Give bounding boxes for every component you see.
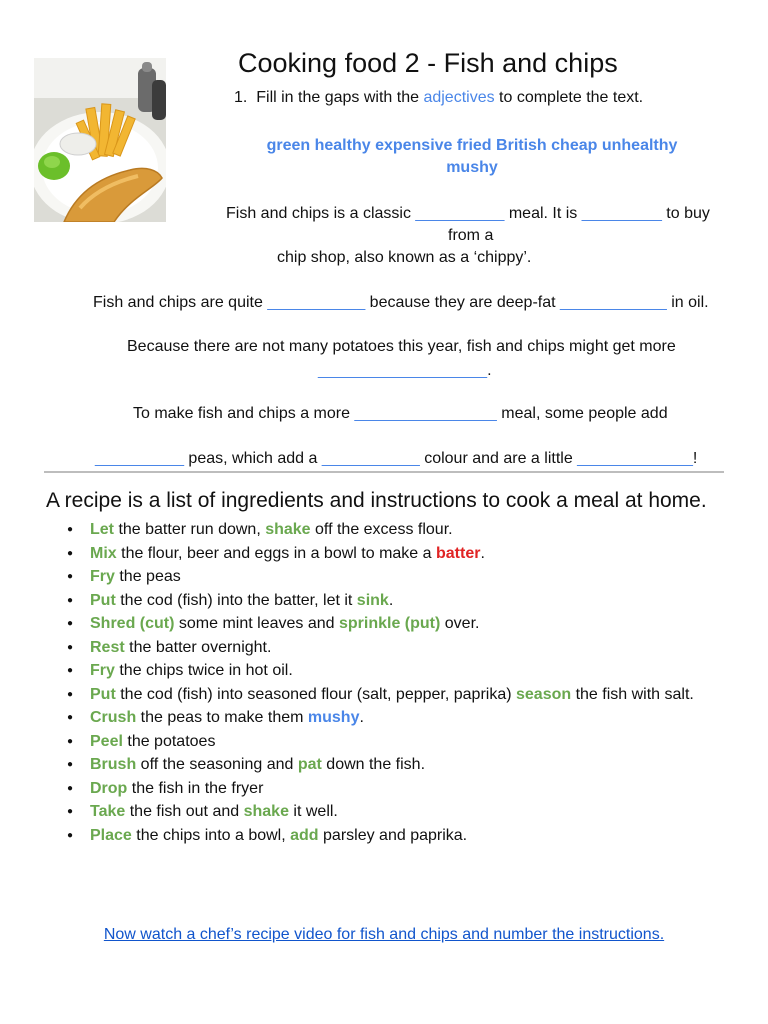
instruction-text-before: Fill in the gaps with the xyxy=(256,89,424,106)
recipe-verb: shake xyxy=(265,521,311,538)
recipe-step-text: the batter overnight. xyxy=(124,638,272,656)
recipe-step xyxy=(64,800,724,824)
gapfill-text: Fish and chips are quite xyxy=(93,294,268,311)
gapfill-line xyxy=(133,405,668,423)
recipe-step xyxy=(64,683,724,707)
recipe-step-text: the chips into a bowl, xyxy=(131,826,291,844)
recipe-step xyxy=(64,542,724,566)
recipe-step xyxy=(64,636,724,660)
gapfill-text: To make fish and chips a more xyxy=(133,405,355,422)
recipe-verb: Drop xyxy=(90,779,128,797)
gapfill-text: chip shop, also known as a ‘chippy’. xyxy=(277,249,532,266)
recipe-step-text: the cod (fish) into the batter, let it xyxy=(115,591,357,609)
recipe-step xyxy=(64,589,724,613)
recipe-verb: mushy xyxy=(307,709,360,726)
recipe-video-link[interactable]: Now watch a chef’s recipe video for fish and chips and number the instructions. xyxy=(103,926,665,943)
page-title: Cooking food 2 - Fish and chips xyxy=(238,48,618,78)
recipe-step-text: . xyxy=(359,709,364,726)
gap-blank[interactable]: ________________ xyxy=(354,405,497,422)
recipe-verb: Fry xyxy=(90,568,115,585)
recipe-step-text: off the seasoning and xyxy=(136,756,298,773)
recipe-step xyxy=(64,730,724,754)
recipe-verb: Peel xyxy=(90,732,123,750)
word-bank-item: unhealthy xyxy=(601,137,678,154)
recipe-verb: Rest xyxy=(90,638,125,656)
recipe-verb: Place xyxy=(90,826,132,844)
word-bank-item: green xyxy=(266,137,311,154)
recipe-step-text: down the fish. xyxy=(321,756,426,773)
recipe-verb: sink xyxy=(356,591,389,609)
gap-blank[interactable]: __________ xyxy=(415,205,505,222)
gapfill-text: colour and are a little xyxy=(419,450,578,467)
instruction-keyword: adjectives xyxy=(423,89,495,106)
recipe-verb: batter xyxy=(435,544,481,562)
recipe-step xyxy=(64,518,724,542)
gapfill-line xyxy=(226,205,710,223)
recipe-step-text: some mint leaves and xyxy=(174,615,339,632)
gap-blank[interactable]: _____________ xyxy=(577,450,693,467)
word-bank-item: cheap xyxy=(551,137,598,154)
recipe-verb: Let xyxy=(90,521,114,538)
gapfill-text: meal, some people add xyxy=(496,405,668,422)
recipe-step xyxy=(64,565,724,589)
recipe-step-text: parsley and paprika. xyxy=(318,826,468,844)
recipe-step-text: the peas xyxy=(114,568,181,585)
gapfill-text: meal. It is xyxy=(504,205,582,222)
gap-blank[interactable]: ___________ xyxy=(267,294,366,311)
gapfill-text: from a xyxy=(448,227,494,244)
recipe-step-text: the cod (fish) into seasoned flour (salt, pepper, paprika) xyxy=(115,685,516,703)
recipe-verb: sprinkle (put) xyxy=(338,615,441,632)
recipe-step-text: the flour, beer and eggs in a bowl to make a xyxy=(116,544,436,562)
section-divider xyxy=(44,471,724,473)
recipe-verb: season xyxy=(516,685,572,703)
recipe-step-text: the chips twice in hot oil. xyxy=(114,662,293,679)
gapfill-text: to buy xyxy=(661,205,710,222)
word-bank-item: British xyxy=(496,137,547,154)
recipe-verb: Shred (cut) xyxy=(90,615,175,632)
gapfill-line xyxy=(318,362,492,380)
recipe-verb: Take xyxy=(90,803,126,820)
recipe-step-text: the peas to make them xyxy=(136,709,308,726)
recipe-step-text: the fish in the fryer xyxy=(127,779,264,797)
gapfill-text: in oil. xyxy=(666,294,709,311)
recipe-step xyxy=(64,777,724,801)
recipe-verb: Fry xyxy=(90,662,115,679)
recipe-step-text: the fish with salt. xyxy=(571,685,694,703)
recipe-step-text: the fish out and xyxy=(125,803,244,820)
gapfill-text: ! xyxy=(692,450,698,467)
gap-blank[interactable]: _________ xyxy=(581,205,662,222)
recipe-step-text: it well. xyxy=(288,803,338,820)
recipe-verb: add xyxy=(290,826,319,844)
recipe-step xyxy=(64,659,724,683)
recipe-step-text: over. xyxy=(440,615,480,632)
recipe-step xyxy=(64,706,724,730)
recipe-step-text: the batter run down, xyxy=(114,521,266,538)
gapfill-text: . xyxy=(487,362,492,379)
recipe-verb: pat xyxy=(297,756,322,773)
word-bank xyxy=(232,135,712,179)
recipe-verb: Mix xyxy=(90,544,117,562)
instruction-number: 1. xyxy=(234,89,248,106)
recipe-step xyxy=(64,753,724,777)
gapfill-text: Fish and chips is a classic xyxy=(226,205,416,222)
recipe-verb: Brush xyxy=(90,756,137,773)
instruction-text-after: to complete the text. xyxy=(494,89,644,106)
word-bank-item: healthy xyxy=(314,137,371,154)
recipe-verb: Put xyxy=(90,685,116,703)
gapfill-line xyxy=(93,294,709,312)
gap-blank[interactable]: __________ xyxy=(95,450,184,467)
gap-blank[interactable]: ___________________ xyxy=(318,362,488,379)
word-bank-item: expensive xyxy=(375,137,453,154)
gap-blank[interactable]: ___________ xyxy=(321,450,420,467)
recipe-heading: A recipe is a list of ingredients and instructions to cook a meal at home. xyxy=(46,489,707,512)
recipe-step-text: the potatoes xyxy=(122,732,216,750)
recipe-step-text: . xyxy=(480,544,485,562)
instruction-1 xyxy=(234,89,643,107)
word-bank-item: fried xyxy=(456,137,492,154)
gap-blank[interactable]: ____________ xyxy=(560,294,667,311)
recipe-verb: Crush xyxy=(90,709,137,726)
recipe-step xyxy=(64,824,724,848)
fish-and-chips-photo xyxy=(34,58,166,222)
recipe-step-text: off the excess flour. xyxy=(310,521,453,538)
gapfill-text: Because there are not many potatoes this year, fish and chips might get more xyxy=(127,338,676,355)
recipe-step xyxy=(64,612,724,636)
recipe-verb: shake xyxy=(243,803,289,820)
recipe-verb: Put xyxy=(90,591,116,609)
recipe-step-text: . xyxy=(388,591,394,609)
gapfill-line xyxy=(95,450,697,468)
gapfill-text: peas, which add a xyxy=(183,450,322,467)
recipe-steps-list xyxy=(64,518,724,847)
gapfill-text: because they are deep-fat xyxy=(365,294,561,311)
word-bank-item: mushy xyxy=(446,159,498,176)
